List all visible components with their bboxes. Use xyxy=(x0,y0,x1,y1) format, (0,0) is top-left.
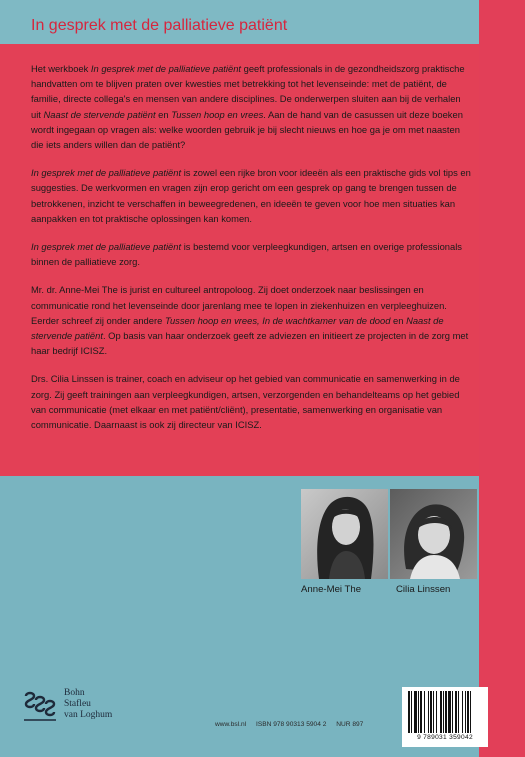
author-photo-linssen xyxy=(390,489,477,579)
barcode-number: 9 789031 359042 xyxy=(417,734,473,741)
blurb-text xyxy=(31,61,471,445)
paragraph-audience: In gesprek met de palliatieve patiënt is bestemd voor verpleegkundigen, artsen en overige professionals binnen de palliatieve zorg. xyxy=(31,241,462,268)
nur-code: NUR 897 xyxy=(336,721,364,728)
title-band xyxy=(0,0,479,44)
publisher-name: Bohn Stafleu van Loghum xyxy=(64,688,113,720)
publisher-logo xyxy=(22,688,132,724)
paragraph-author-linssen: Drs. Cilia Linssen is trainer, coach en adviseur op het gebied van communicatie en samenwerking in de zorg. Zij geeft trainingen aan verpleegkundigen, artsen, verzorgenden en behandelteams op het gebied van communicatie (met elkaar en met patiënt/cliënt), presentatie, samenwerking en organisatie van communicatie. Daarnaast is ook zij directeur van ICISZ. xyxy=(31,373,460,431)
barcode xyxy=(402,687,488,747)
publisher-logo-icon xyxy=(22,690,58,722)
paragraph-intro: Het werkboek In gesprek met de palliatieve patiënt geeft professionals in de gezondheidszorg praktische handvatten om te blijven praten over kwesties met betrekking tot het levenseinde: met de patiënt, de familie, directe collega's en mensen van andere disciplines. De onderwerpen sluiten aan bij de verhalen uit Naast de stervende patiënt en Tussen hoop en vrees. Aan de hand van de casussen uit deze boeken wordt ingegaan op vragen als: welke woorden gebruik je bij slecht nieuws en hoe ga je om met naasten die iets anders willen dan de patiënt? xyxy=(31,63,465,151)
website: www.bsl.nl xyxy=(215,721,247,728)
author-photos xyxy=(301,489,477,579)
isbn: ISBN 978 90313 5904 2 xyxy=(256,721,327,728)
publication-info xyxy=(215,721,371,728)
barcode-bars xyxy=(408,691,482,733)
cover-title: In gesprek met de palliatieve patiënt xyxy=(31,17,288,34)
author-photo-the xyxy=(301,489,388,579)
paragraph-description: In gesprek met de palliatieve patiënt is zowel een rijke bron voor ideeën als een praktische gids vol tips en suggesties. De werkvormen en vragen zijn erop gericht om een gesprek op gang te brengen tussen de betrokkenen, inzicht te verschaffen in beweegredenen, en ideeën te geven voor hoe men situaties kan aanpakken en tot praktische oplossingen kan komen. xyxy=(31,167,471,224)
caption-linssen: Cilia Linssen xyxy=(396,584,451,595)
blurb-panel xyxy=(0,44,479,476)
paragraph-author-the: Mr. dr. Anne-Mei The is jurist en cultureel antropoloog. Zij doet onderzoek naar beslissingen en communicatie rond het levenseinde door jarenlang mee te lopen in ziekenhuizen en verpleeghuizen. Eerder schreef zij onder andere Tussen hoop en vrees, In de wachtkamer van de dood en Naast de stervende patiënt. Op basis van haar onderzoek geeft ze adviezen en initieert ze projecten in de zorg met haar bedrijf ICISZ. xyxy=(31,284,469,357)
caption-the: Anne-Mei The xyxy=(301,584,362,595)
red-spine-strip xyxy=(479,0,525,757)
